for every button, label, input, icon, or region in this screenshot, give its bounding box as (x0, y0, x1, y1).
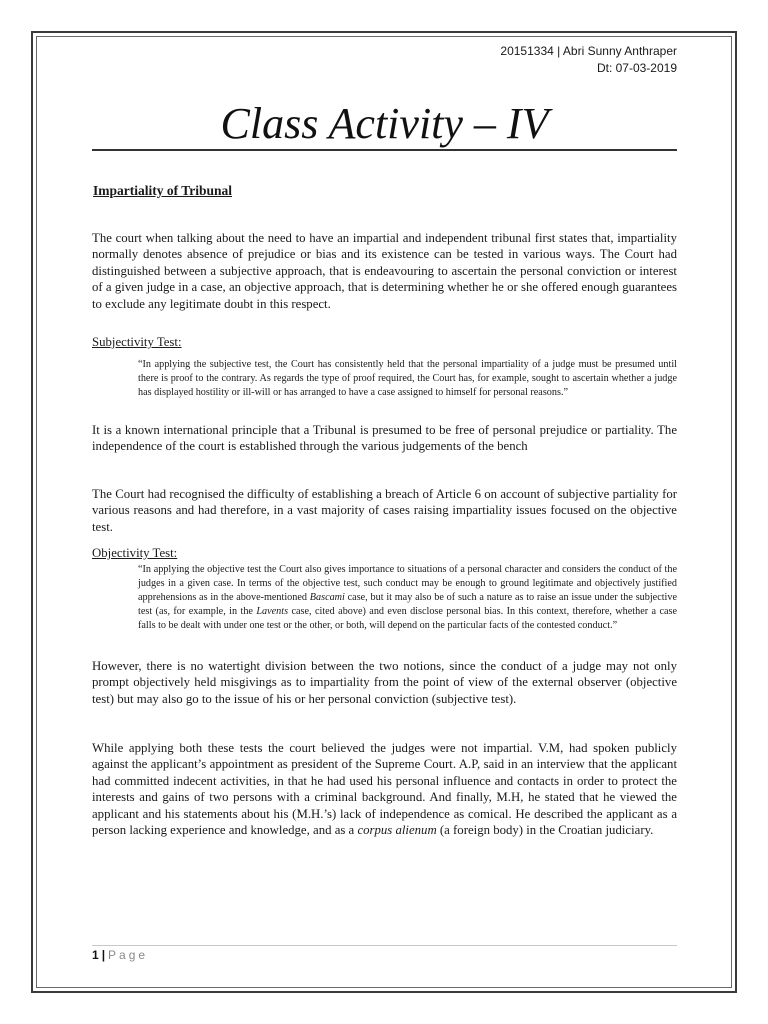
objectivity-test-label: Objectivity Test: (92, 546, 178, 560)
section-heading: Impartiality of Tribunal (93, 183, 233, 198)
quote-objective-part-3: case, cited above) and even disclose personal bias. In this context, therefore, whether a case falls to be dealt with under one test or the other, or both, will depend on the particular facts of the contested conduct.” (138, 606, 677, 632)
quote-objective-part-2: case, but it may also be of such a nature as to raise an issue under the subjective test (as, for example, in the (138, 592, 677, 618)
paragraph-no-division: However, there is no watertight division between the two notions, since the conduct of a judge may not only prompt objectively held misgivings as to impartiality from the point of view of the external observer (objective test) but may also go to the issue of his or her personal conviction (subjective test). (92, 659, 677, 706)
page-label: Page (108, 948, 149, 962)
paragraph-presumption: It is a known international principle that a Tribunal is presumed to be free of personal prejudice or partiality. The independence of the court is established through the various judgements of the bench (92, 423, 677, 454)
case-name-bascami: Bascami (309, 592, 345, 604)
paragraph-article-6: The Court had recognised the difficulty of establishing a breach of Article 6 on account of subjective partiality for various reasons and had therefore, in a vast majority of cases raising impartiality issues focused on the objective test. (92, 487, 677, 534)
paragraph-conclusion (92, 740, 677, 838)
paragraph-intro: The court when talking about the need to have an impartial and independent tribunal first states that, impartiality normally denotes absence of prejudice or bias and its existence can be tested in various ways. The Court had distinguished between a subjective approach, that is endeavouring to ascertain the personal conviction or interest of a given judge in a case, an objective approach, that is determining whether he or she offered enough guarantees to exclude any legitimate doubt in this respect. (92, 231, 677, 311)
subjectivity-test-label: Subjectivity Test: (92, 335, 182, 349)
date-line: Dt: 07-03-2019 (596, 61, 677, 75)
quote-objective (138, 563, 677, 633)
footer-separator: | (101, 948, 106, 962)
case-name-lavents: Lavents (256, 606, 289, 618)
conclusion-text: While applying both these tests the court believed the judges were not impartial. V.M, had spoken publicly against the applicant’s appointment as president of the Supreme Court. A.P, said in an interview that the applicant had committed indecent activities, in that he had used his personal influence and contacts in order to protect the interests and gains of two persons with a criminal background. And finally, M.H, he stated that he viewed the applicant and his statements about his (M.H.’s) lack of independence as comical. He described the applicant as a person lacking experience and knowledge, and as a (92, 741, 677, 838)
page-title: Class Activity – IV (220, 99, 549, 148)
quote-objective-part-1: “In applying the objective test the Court also gives importance to situations of a personal character and considers the conduct of the judges in a given case. In terms of the objective test, such conduct may be enough to ground legitimate and objectively justified apprehensions as in the above-mentioned (138, 564, 677, 604)
footer-divider (92, 945, 677, 946)
conclusion-end: (a foreign body) in the Croatian judiciary. (436, 823, 654, 838)
quote-subjective: “In applying the subjective test, the Court has consistently held that the personal impartiality of a judge must be presumed until there is proof to the contrary. As regards the type of proof required, the Court has, for example, sought to ascertain whether a judge has displayed hostility or ill-will or has arranged to have a case assigned to himself for personal reasons.” (138, 359, 677, 399)
document-header (500, 43, 677, 77)
page-number: 1 (92, 948, 99, 962)
corpus-alienum: corpus alienum (357, 823, 437, 838)
page-footer (92, 948, 148, 962)
author-line: 20151334 | Abri Sunny Anthraper (500, 44, 677, 58)
title-divider (92, 149, 677, 151)
